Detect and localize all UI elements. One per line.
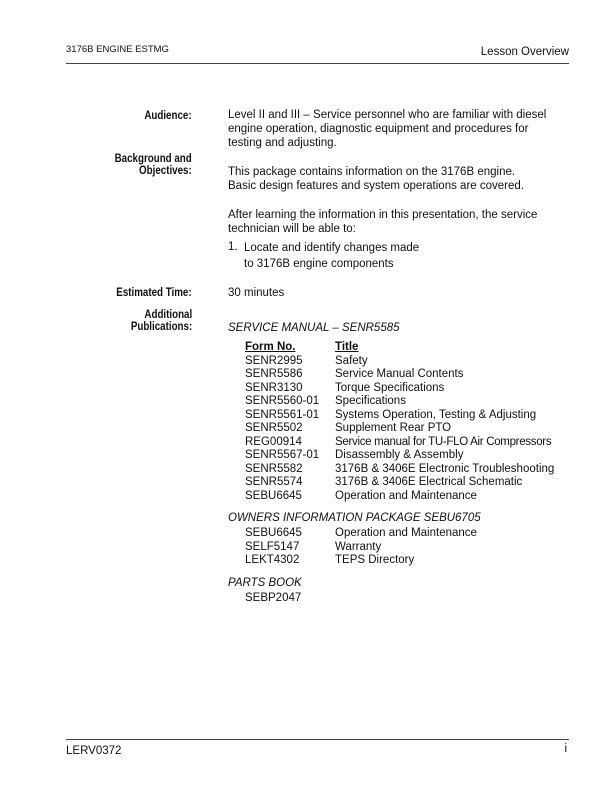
table-row <box>228 382 554 396</box>
table-row <box>228 355 554 369</box>
form-no: SENR3130 <box>245 381 303 394</box>
pub-title: Systems Operation, Testing & Adjusting <box>335 408 537 421</box>
audience-line: Level II and III – Service personnel who are familiar with diesel <box>228 109 547 121</box>
pub-title: Safety <box>335 354 368 367</box>
background-label <box>115 153 192 177</box>
footer-rule <box>66 739 569 740</box>
service-manual-heading: SERVICE MANUAL – SENR5585 <box>228 322 400 334</box>
pub-title: Operation and Maintenance <box>335 527 477 539</box>
parts-book-heading: PARTS BOOK <box>228 576 302 589</box>
title-header: Title <box>335 341 359 353</box>
form-no-header: Form No. <box>245 341 296 353</box>
table-row <box>228 476 554 490</box>
background-label-line: Objectives: <box>139 165 192 177</box>
pub-title: 3176B & 3406E Electrical Schematic <box>335 476 523 488</box>
pub-title: 3176B & 3406E Electronic Troubleshooting <box>335 462 555 475</box>
pub-title: Disassembly & Assembly <box>335 449 464 461</box>
pub-title: Service Manual Contents <box>335 368 464 380</box>
pub-title: Specifications <box>335 395 406 407</box>
publications-label-line: Additional <box>144 309 192 321</box>
pub-title: Service manual for TU-FLO Air Compressors <box>335 435 552 448</box>
background-line: This package contains information on the 3176B engine. <box>228 166 516 178</box>
form-no: SENR5586 <box>245 368 303 380</box>
audience-line: engine operation, diagnostic equipment and procedures for <box>228 123 529 135</box>
background-label-line: Background and <box>114 153 192 165</box>
pub-title: Operation and Maintenance <box>335 489 477 502</box>
table-row <box>228 422 554 436</box>
table-header <box>228 341 554 355</box>
pub-title: Supplement Rear PTO <box>335 422 452 434</box>
table-row <box>228 463 554 477</box>
form-no: LEKT4302 <box>245 554 300 566</box>
form-no: SEBP2047 <box>245 591 302 604</box>
form-no: SENR5567-01 <box>245 449 320 461</box>
objective-text <box>244 240 419 272</box>
publications-label <box>131 309 192 333</box>
pub-title: TEPS Directory <box>335 554 415 566</box>
objective-item <box>228 240 419 272</box>
form-no: SEBU6645 <box>245 527 302 539</box>
objective-line: Locate and identify changes made <box>244 242 420 254</box>
table-row <box>228 490 554 504</box>
owners-package-heading: OWNERS INFORMATION PACKAGE SEBU6705 <box>228 512 481 524</box>
table-row <box>228 592 554 606</box>
background-line: technician will be able to: <box>228 223 356 235</box>
table-row <box>228 368 554 382</box>
table-row <box>228 554 554 568</box>
table-row <box>228 409 554 423</box>
objective-line: to 3176B engine components <box>244 258 394 270</box>
audience-line: testing and adjusting. <box>228 137 337 149</box>
background-line: After learning the information in this presentation, the service <box>228 209 538 221</box>
table-row <box>228 541 554 555</box>
background-line: Basic design features and system operations are covered. <box>228 180 524 192</box>
form-no: SENR5574 <box>245 476 303 488</box>
header-section: Lesson Overview <box>480 46 569 58</box>
form-no: SENR5502 <box>245 422 303 434</box>
form-no: SENR5560-01 <box>245 395 320 407</box>
pub-title: Warranty <box>335 540 382 553</box>
background-paragraph-2 <box>228 208 537 236</box>
table-row <box>228 527 554 541</box>
objective-number: 1. <box>228 241 238 253</box>
publications-list <box>228 321 554 605</box>
background-paragraph-1 <box>228 165 524 193</box>
header-rule <box>66 63 569 64</box>
audience-text <box>228 108 546 150</box>
pub-title: Torque Specifications <box>335 381 445 394</box>
form-no: SENR2995 <box>245 354 303 367</box>
form-no: SEBU6645 <box>245 489 302 502</box>
time-label: Estimated Time: <box>116 287 192 299</box>
publications-label-line: Publications: <box>130 321 192 333</box>
table-row <box>228 449 554 463</box>
page-number: i <box>564 743 567 755</box>
table-row <box>228 395 554 409</box>
table-row <box>228 436 554 450</box>
form-no: SENR5561-01 <box>245 408 320 421</box>
footer-doc-number: LERV0372 <box>66 745 122 757</box>
form-no: SELF5147 <box>245 540 300 553</box>
header-title: 3176B ENGINE ESTMG <box>66 44 169 55</box>
time-value: 30 minutes <box>228 287 285 299</box>
form-no: REG00914 <box>245 435 302 448</box>
audience-label: Audience: <box>144 110 192 122</box>
form-no: SENR5582 <box>245 462 303 475</box>
